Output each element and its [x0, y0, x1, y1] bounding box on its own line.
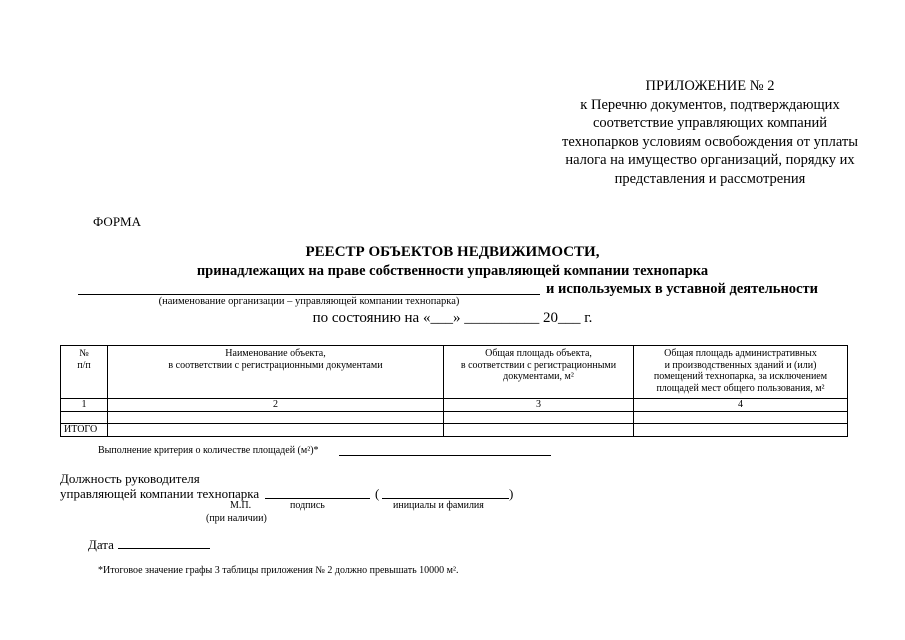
- total-row: [61, 423, 848, 436]
- stamp-label: М.П.: [230, 500, 252, 511]
- column-header-total-area: Общая площадь объекта, в соответствии с регистрационными документами, м²: [444, 346, 634, 399]
- date-label: Дата: [88, 537, 114, 552]
- name-paren-open: (: [375, 486, 380, 501]
- table-cell[interactable]: [634, 411, 848, 423]
- table-cell[interactable]: [61, 411, 108, 423]
- register-subtitle: принадлежащих на праве собственности управляющей компании технопарка: [196, 263, 709, 279]
- stamp-note: (при наличии): [206, 513, 267, 524]
- form-label: ФОРМА: [93, 214, 141, 229]
- column-number: 4: [634, 399, 848, 412]
- appendix-header: [520, 77, 900, 188]
- column-number: 2: [108, 399, 444, 412]
- total-label: ИТОГО: [61, 423, 108, 436]
- name-paren-close: ): [509, 486, 514, 501]
- table-cell[interactable]: [108, 411, 444, 423]
- register-used-text: и используемых в уставной деятельности: [546, 281, 818, 297]
- registry-table: [60, 345, 848, 437]
- appendix-line: соответствие управляющих компаний: [592, 115, 828, 131]
- name-line: [382, 498, 509, 499]
- date-line: [118, 548, 210, 549]
- head-position-line1: Должность руководителя: [60, 471, 200, 486]
- appendix-line: технопарков условиям освобождения от уплаты: [562, 133, 858, 150]
- head-position-line2: управляющей компании технопарка: [60, 486, 260, 501]
- organization-caption: (наименование организации – управляющей компании технопарка): [158, 296, 460, 307]
- column-numbers-row: [61, 399, 848, 412]
- table-row: [61, 411, 848, 423]
- register-title: РЕЕСТР ОБЪЕКТОВ НЕДВИЖИМОСТИ,: [305, 244, 600, 260]
- footnote: *Итоговое значение графы 3 таблицы приложения № 2 должно превышать 10000 м².: [98, 565, 459, 576]
- table-cell[interactable]: [634, 423, 848, 436]
- appendix-line: представления и рассмотрения: [614, 170, 806, 187]
- column-header-object-name: Наименование объекта, в соответствии с регистрационными документами: [108, 346, 444, 399]
- signature-line: [265, 498, 370, 499]
- criteria-label: Выполнение критерия о количестве площадей (м²)*: [98, 445, 319, 456]
- appendix-title: ПРИЛОЖЕНИЕ № 2: [645, 78, 775, 94]
- appendix-line: к Перечню документов, подтверждающих: [580, 96, 840, 113]
- name-caption: инициалы и фамилия: [393, 500, 484, 511]
- column-header-number: № п/п: [61, 346, 108, 399]
- signature-caption: подпись: [290, 500, 325, 511]
- criteria-line: [339, 455, 551, 456]
- column-header-admin-area: Общая площадь административных и производственных зданий и (или) помещений технопарка, за исключением площадей мест общего пользования, м²: [634, 346, 848, 399]
- appendix-line: налога на имущество организаций, порядку их: [565, 152, 855, 168]
- column-number: 3: [444, 399, 634, 412]
- total-area-cell[interactable]: [444, 423, 634, 436]
- table-cell[interactable]: [108, 423, 444, 436]
- column-number: 1: [61, 399, 108, 412]
- table-cell[interactable]: [444, 411, 634, 423]
- table-header-row: [61, 346, 848, 399]
- as-of-date: по состоянию на «___» __________ 20___ г.: [312, 310, 593, 326]
- organization-name-line: [78, 294, 540, 295]
